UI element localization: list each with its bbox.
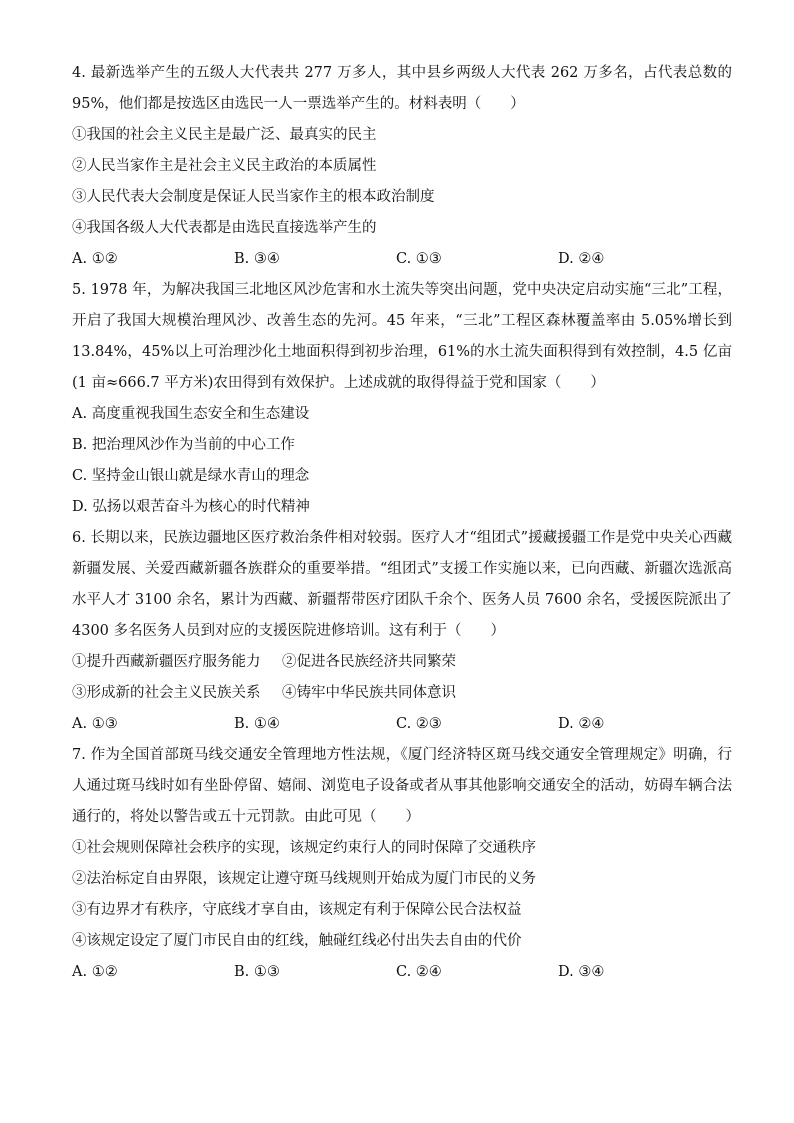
options-row — [72, 957, 732, 988]
statement-item: ③形成新的社会主义民族关系 — [72, 685, 261, 701]
statement-item: ②法治标定自由界限，该规定让遵守斑马线规则开始成为厦门市民的义务 — [72, 871, 536, 887]
option-c[interactable]: C. ②④ — [396, 964, 442, 980]
option-a[interactable]: A. ①③ — [72, 716, 118, 732]
option-b[interactable]: B. ①④ — [234, 716, 280, 732]
question-6 — [72, 523, 732, 740]
statement-pair — [72, 647, 732, 678]
option-a[interactable]: A. ①② — [72, 251, 118, 267]
question-4 — [72, 58, 732, 275]
option-a[interactable]: A. ①② — [72, 964, 118, 980]
statement-item: ①我国的社会主义民主是最广泛、最真实的民主 — [72, 127, 377, 143]
option-b[interactable]: B. 把治理风沙作为当前的中心工作 — [72, 437, 295, 453]
option-d[interactable]: D. ②④ — [558, 251, 605, 267]
statement-item: ②促进各民族经济共同繁荣 — [282, 654, 456, 670]
option-d[interactable]: D. 弘扬以艰苦奋斗为核心的时代精神 — [72, 499, 310, 515]
option-c[interactable]: C. 坚持金山银山就是绿水青山的理念 — [72, 468, 310, 484]
question-7 — [72, 740, 732, 988]
question-stem: 5. 1978 年，为解决我国三北地区风沙危害和水土流失等突出问题，党中央决定启动实施“三北”工程，开启了我国大规模治理风沙、改善生态的先河。45 年来，“三北”工程区森林覆盖率由 5.05%增长到 13.84%，45%以上可治理沙化土地面积得到初步治理，61%的水土流失面积得到有效控制，4.5 亿亩(1 亩≈666.7 平方米)农田得到有效保护。上述成就的取得得益于党和国家（ ） — [72, 282, 732, 391]
option-b[interactable]: B. ③④ — [234, 251, 280, 267]
statement-item: ④我国各级人大代表都是由选民直接选举产生的 — [72, 220, 377, 236]
statement-item: ①社会规则保障社会秩序的实现，该规定约束行人的同时保障了交通秩序 — [72, 840, 536, 856]
option-a[interactable]: A. 高度重视我国生态安全和生态建设 — [72, 406, 310, 422]
option-d[interactable]: D. ②④ — [558, 716, 605, 732]
question-stem: 7. 作为全国首部斑马线交通安全管理地方性法规，《厦门经济特区斑马线交通安全管理规定》明确，行人通过斑马线时如有坐卧停留、嬉闹、浏览电子设备或者从事其他影响交通安全的活动，妨碍车辆合法通行的，将处以警告或五十元罚款。由此可见（ ） — [72, 747, 732, 825]
statement-pair — [72, 678, 732, 709]
option-d[interactable]: D. ③④ — [558, 964, 605, 980]
statement-item: ②人民当家作主是社会主义民主政治的本质属性 — [72, 158, 377, 174]
options-row — [72, 709, 732, 740]
statement-item: ③有边界才有秩序，守底线才享自由，该规定有利于保障公民合法权益 — [72, 902, 522, 918]
options-row — [72, 244, 732, 275]
question-5 — [72, 275, 732, 523]
statement-item: ④该规定设定了厦门市民自由的红线，触碰红线必付出失去自由的代价 — [72, 933, 522, 949]
statement-item: ③人民代表大会制度是保证人民当家作主的根本政治制度 — [72, 189, 435, 205]
option-c[interactable]: C. ②③ — [396, 716, 442, 732]
question-stem: 6. 长期以来，民族边疆地区医疗救治条件相对较弱。医疗人才“组团式”援藏援疆工作是党中央关心西藏新疆发展、关爱西藏新疆各族群众的重要举措。“组团式”支援工作实施以来，已向西藏、新疆次选派高水平人才 3100 余名，累计为西藏、新疆帮带医疗团队千余个、医务人员 7600 余名，受援医院派出了 4300 多名医务人员到对应的支援医院进修培训。这有利于（ ） — [72, 530, 732, 639]
exam-page — [72, 58, 732, 988]
question-stem: 4. 最新选举产生的五级人大代表共 277 万多人，其中县乡两级人大代表 262 万多名，占代表总数的95%，他们都是按选区由选民一人一票选举产生的。材料表明（ ） — [72, 65, 732, 112]
option-c[interactable]: C. ①③ — [396, 251, 442, 267]
statement-item: ①提升西藏新疆医疗服务能力 — [72, 654, 261, 670]
option-b[interactable]: B. ①③ — [234, 964, 280, 980]
statement-item: ④铸牢中华民族共同体意识 — [282, 685, 456, 701]
